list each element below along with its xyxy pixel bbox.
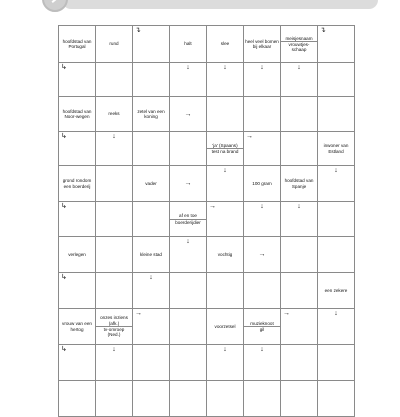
- answer-cell[interactable]: [133, 26, 170, 63]
- answer-cell[interactable]: [244, 202, 281, 237]
- clue-cell: [281, 166, 318, 202]
- clue-cell: [318, 132, 355, 166]
- answer-cell[interactable]: [170, 166, 207, 202]
- clue-cell: [207, 237, 244, 273]
- answer-cell[interactable]: [281, 97, 318, 132]
- answer-cell[interactable]: [244, 381, 281, 417]
- answer-cell[interactable]: [281, 381, 318, 417]
- clue-cell: [96, 97, 133, 132]
- answer-cell[interactable]: [281, 237, 318, 273]
- answer-cell[interactable]: [318, 166, 355, 202]
- answer-cell[interactable]: [133, 202, 170, 237]
- arrow-right-icon: →: [246, 133, 253, 140]
- clue-text: zetel van een koning: [137, 108, 165, 119]
- answer-cell[interactable]: [318, 381, 355, 417]
- arrow-down-right-icon: ↳: [61, 64, 67, 71]
- clue-text: hoofdstad van Spanje: [284, 178, 314, 189]
- grid-row: [59, 63, 355, 97]
- grid-row: [59, 273, 355, 309]
- answer-cell[interactable]: [59, 381, 96, 417]
- split-clue-cell: [96, 309, 133, 345]
- grid-row: [59, 97, 355, 132]
- clue-text: rund: [109, 41, 119, 47]
- split-clue-cell: [170, 202, 207, 237]
- split-clue-cell: [281, 26, 318, 63]
- answer-cell[interactable]: [244, 273, 281, 309]
- answer-cell[interactable]: [318, 237, 355, 273]
- clue-cell: [244, 166, 281, 202]
- clue-text: hoofdstad van Portugal: [62, 38, 92, 49]
- arrow-down-icon: ↓: [297, 64, 301, 71]
- clue-text: halt: [184, 41, 192, 47]
- answer-cell[interactable]: [59, 132, 96, 166]
- answer-cell[interactable]: [133, 273, 170, 309]
- clue-text: vader: [145, 180, 157, 186]
- split-clue-cell: [207, 132, 244, 166]
- arrow-right-down-icon: ↴: [135, 27, 141, 34]
- answer-cell[interactable]: [59, 345, 96, 381]
- grid-row: [59, 237, 355, 273]
- grid-row: [59, 381, 355, 417]
- answer-cell[interactable]: [318, 63, 355, 97]
- arrow-down-icon: ↓: [334, 310, 338, 317]
- answer-cell[interactable]: [244, 63, 281, 97]
- clue-cell: [244, 26, 281, 63]
- arrow-down-icon: ↓: [223, 167, 227, 174]
- answer-cell[interactable]: [59, 63, 96, 97]
- arrow-down-right-icon: ↳: [61, 203, 67, 210]
- arrow-down-right-icon: ↳: [61, 274, 67, 281]
- answer-cell[interactable]: [133, 63, 170, 97]
- answer-cell[interactable]: [170, 273, 207, 309]
- answer-cell[interactable]: [133, 132, 170, 166]
- answer-cell[interactable]: [133, 381, 170, 417]
- clue-cell: [133, 237, 170, 273]
- answer-cell[interactable]: [207, 63, 244, 97]
- clue-text: af en toe: [179, 213, 197, 219]
- answer-cell[interactable]: [59, 202, 96, 237]
- clue-text: boerderijdier: [175, 219, 201, 225]
- answer-cell[interactable]: [207, 166, 244, 202]
- answer-cell[interactable]: [133, 309, 170, 345]
- clue-text: meisjesnaam: [285, 35, 313, 41]
- answer-cell[interactable]: [318, 26, 355, 63]
- puzzle-logo-icon: [42, 0, 68, 12]
- answer-cell[interactable]: [96, 345, 133, 381]
- arrow-right-down-icon: ↴: [320, 27, 326, 34]
- split-clue-cell: [244, 309, 281, 345]
- clue-text: verlegen: [68, 251, 86, 257]
- answer-cell[interactable]: [207, 273, 244, 309]
- clue-cell: [133, 97, 170, 132]
- arrow-down-icon: ↓: [223, 346, 227, 353]
- answer-cell[interactable]: [96, 202, 133, 237]
- answer-cell[interactable]: [96, 381, 133, 417]
- answer-cell[interactable]: [244, 97, 281, 132]
- answer-cell[interactable]: [244, 237, 281, 273]
- answer-cell[interactable]: [281, 309, 318, 345]
- arrow-down-icon: ↓: [334, 167, 338, 174]
- answer-cell[interactable]: [170, 309, 207, 345]
- arrow-down-icon: ↓: [186, 64, 190, 71]
- answer-cell[interactable]: [170, 345, 207, 381]
- answer-cell[interactable]: [281, 132, 318, 166]
- answer-cell[interactable]: [170, 97, 207, 132]
- clue-text: gil: [259, 327, 265, 332]
- answer-cell[interactable]: [318, 202, 355, 237]
- arrow-down-icon: ↓: [186, 238, 190, 245]
- clue-text: inwoner van Estland: [323, 143, 349, 154]
- grid-row: [59, 345, 355, 381]
- answer-cell[interactable]: [318, 345, 355, 381]
- clue-cell: [59, 97, 96, 132]
- clue-cell: [133, 166, 170, 202]
- arrow-down-icon: ↓: [112, 133, 116, 140]
- answer-cell[interactable]: [59, 273, 96, 309]
- clue-text: muzieknoot: [250, 320, 274, 326]
- crossword-grid: [58, 25, 355, 417]
- answer-cell[interactable]: [96, 63, 133, 97]
- clue-cell: [207, 26, 244, 63]
- answer-cell[interactable]: [318, 309, 355, 345]
- arrow-down-icon: ↓: [149, 274, 153, 281]
- answer-cell[interactable]: [170, 237, 207, 273]
- answer-cell[interactable]: [281, 63, 318, 97]
- arrow-right-icon: →: [283, 310, 290, 317]
- arrow-down-icon: ↓: [260, 64, 264, 71]
- arrow-right-icon: →: [135, 310, 142, 317]
- grid-row: [59, 132, 355, 166]
- grid-row: [59, 202, 355, 237]
- clue-text: reeks: [108, 111, 120, 117]
- clue-text: kleine stad: [140, 251, 162, 257]
- clue-text: onzes inziens (afk.): [100, 315, 128, 326]
- answer-cell[interactable]: [244, 132, 281, 166]
- clue-text: een zekere: [324, 287, 348, 293]
- clue-cell: [59, 237, 96, 273]
- grid-row: [59, 309, 355, 345]
- clue-text: voorzetsel: [214, 323, 236, 329]
- clue-cell: [170, 26, 207, 63]
- arrow-down-icon: ↓: [260, 203, 264, 210]
- answer-cell[interactable]: [170, 63, 207, 97]
- answer-cell[interactable]: [318, 97, 355, 132]
- grid-row: [59, 166, 355, 202]
- answer-cell[interactable]: [96, 166, 133, 202]
- clue-text: slee: [220, 41, 230, 47]
- arrow-right-icon: →: [184, 180, 192, 187]
- answer-cell[interactable]: [281, 345, 318, 381]
- clue-text: vrouw van een hertog: [62, 321, 92, 332]
- answer-cell[interactable]: [281, 273, 318, 309]
- clue-text: grond rondom een boerderij: [62, 178, 92, 189]
- answer-cell[interactable]: [207, 202, 244, 237]
- answer-cell[interactable]: [96, 237, 133, 273]
- clue-cell: [318, 273, 355, 309]
- clue-cell: [207, 309, 244, 345]
- clue-text: 'ja' (Spaans): [212, 142, 238, 148]
- clue-cell: [96, 26, 133, 63]
- clue-cell: [59, 26, 96, 63]
- answer-cell[interactable]: [170, 132, 207, 166]
- answer-cell[interactable]: [207, 97, 244, 132]
- clue-cell: [59, 309, 96, 345]
- answer-cell[interactable]: [207, 381, 244, 417]
- clue-cell: [59, 166, 96, 202]
- arrow-down-icon: ↓: [297, 203, 301, 210]
- clue-text: heel veel bomen bij elkaar: [245, 38, 279, 49]
- answer-cell[interactable]: [170, 381, 207, 417]
- header-bar: [62, 0, 378, 9]
- arrow-down-right-icon: ↳: [61, 133, 67, 140]
- clue-text: vochtig: [217, 251, 233, 257]
- clue-text: hoofdstad van Noor-wegen: [62, 108, 92, 119]
- clue-text: 100 gram: [252, 180, 272, 186]
- clue-text: tv-omroep (Ned.): [103, 327, 125, 338]
- answer-cell[interactable]: [244, 345, 281, 381]
- arrow-down-icon: ↓: [112, 346, 116, 353]
- arrow-down-icon: ↓: [260, 346, 264, 353]
- grid-row: [59, 26, 355, 63]
- arrow-right-icon: →: [184, 110, 192, 118]
- answer-cell[interactable]: [281, 202, 318, 237]
- arrow-right-icon: →: [209, 203, 216, 210]
- answer-cell[interactable]: [96, 132, 133, 166]
- answer-cell[interactable]: [96, 273, 133, 309]
- answer-cell[interactable]: [207, 345, 244, 381]
- clue-text: test na brand: [211, 149, 239, 154]
- clue-text: vrouwtjes-schaap: [288, 41, 310, 53]
- answer-cell[interactable]: [133, 345, 170, 381]
- arrow-down-right-icon: ↳: [61, 346, 67, 353]
- arrow-right-icon: →: [258, 251, 266, 258]
- arrow-down-icon: ↓: [223, 64, 227, 71]
